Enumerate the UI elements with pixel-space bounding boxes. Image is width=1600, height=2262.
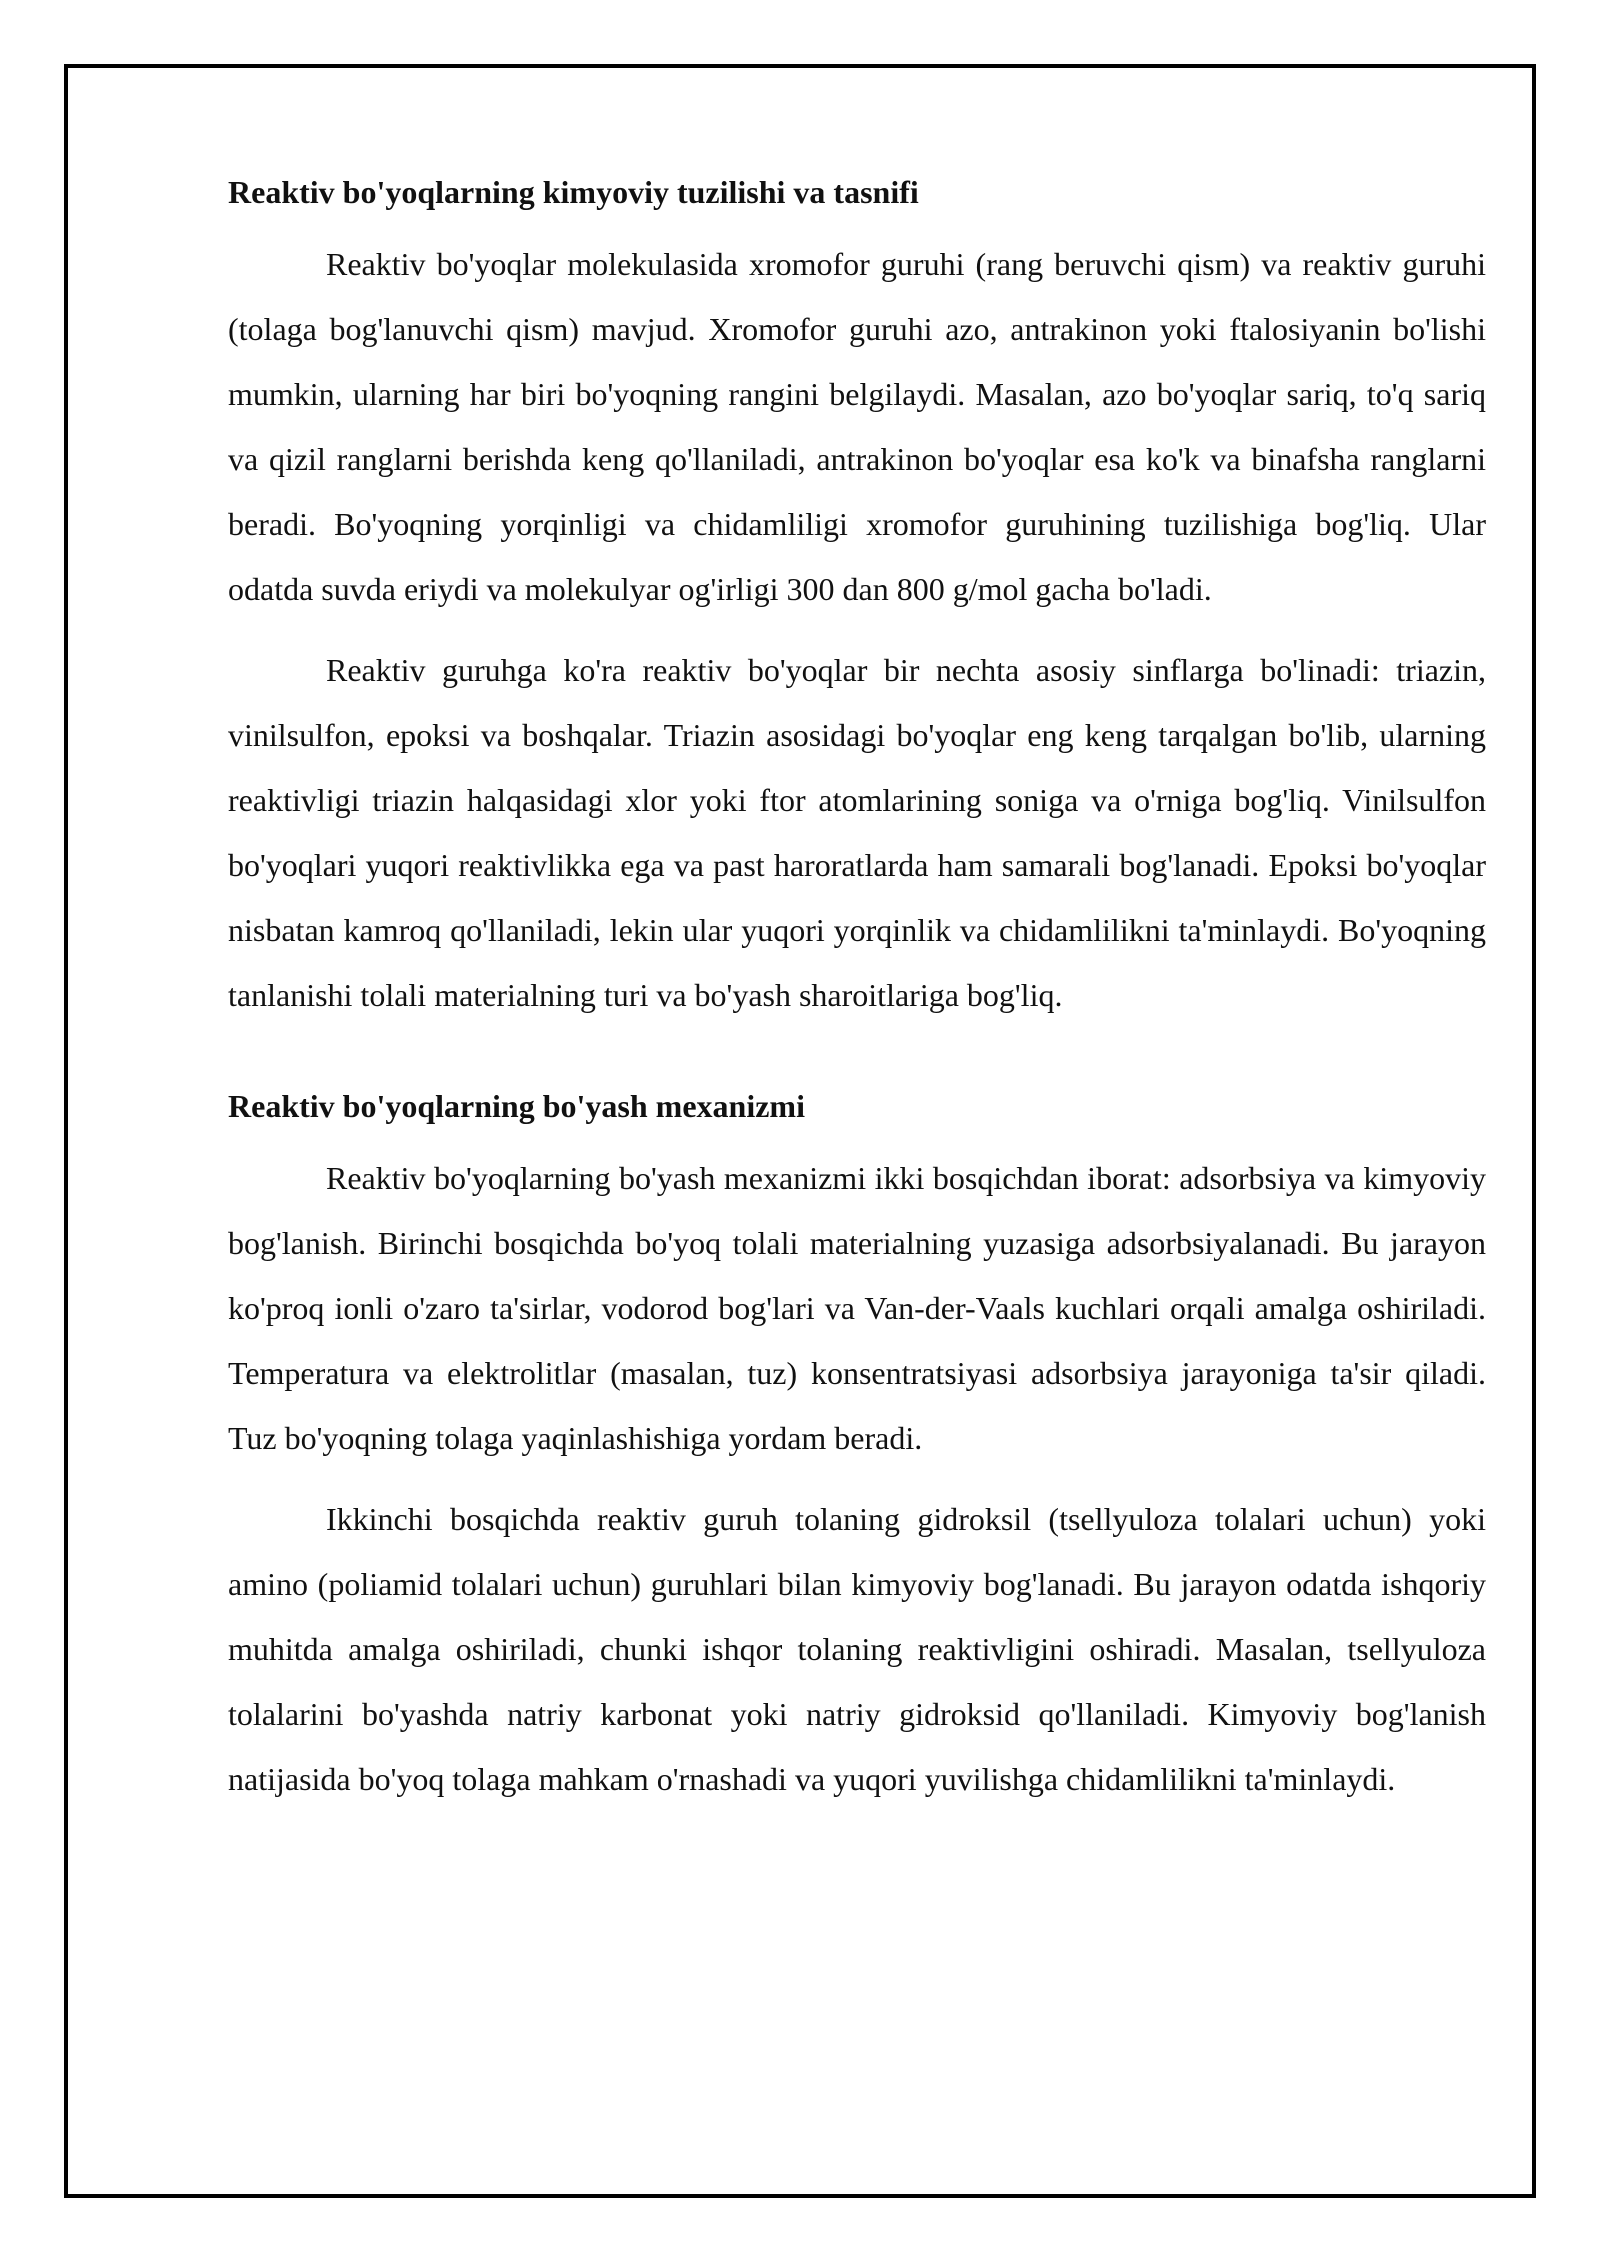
section-heading: Reaktiv bo'yoqlarning bo'yash mexanizmi	[228, 1088, 805, 1124]
body-paragraph: Reaktiv bo'yoqlar molekulasida xromofor guruhi (rang beruvchi qism) va reaktiv guruhi (tolaga bog'lanuvchi qism) mavjud. Xromofor guruhi azo, antrakinon yoki ftalosiyanin bo'lishi mumkin, ularning har biri bo'yoqning rangini belgilaydi. Masalan, azo bo'yoqlar sariq, to'q sariq va qizil ranglarni berishda keng qo'llaniladi, antrakinon bo'yoqlar esa ko'k va binafsha ranglarni beradi. Bo'yoqning yorqinligi va chidamliligi xromofor guruhining tuzilishiga bog'liq. Ular odatda suvda eriydi va molekulyar og'irligi 300 dan 800 g/mol gacha bo'ladi.	[228, 246, 1486, 607]
document-body	[228, 170, 1486, 1828]
body-paragraph: Ikkinchi bosqichda reaktiv guruh tolaning gidroksil (tsellyuloza tolalari uchun) yoki amino (poliamid tolalari uchun) guruhlari bilan kimyoviy bog'lanadi. Bu jarayon odatda ishqoriy muhitda amalga oshiriladi, chunki ishqor tolaning reaktivligini oshiradi. Masalan, tsellyuloza tolalarini bo'yashda natriy karbonat yoki natriy gidroksid qo'llaniladi. Kimyoviy bog'lanish natijasida bo'yoq tolaga mahkam o'rnashadi va yuqori yuvilishga chidamlilikni ta'minlaydi.	[228, 1501, 1486, 1797]
body-paragraph: Reaktiv bo'yoqlarning bo'yash mexanizmi ikki bosqichdan iborat: adsorbsiya va kimyoviy bog'lanish. Birinchi bosqichda bo'yoq tolali materialning yuzasiga adsorbsiyalanadi. Bu jarayon ko'proq ionli o'zaro ta'sirlar, vodorod bog'lari va Van-der-Vaals kuchlari orqali amalga oshiriladi. Temperatura va elektrolitlar (masalan, tuz) konsentratsiyasi adsorbsiya jarayoniga ta'sir qiladi. Tuz bo'yoqning tolaga yaqinlashishiga yordam beradi.	[228, 1160, 1486, 1456]
body-paragraph: Reaktiv guruhga ko'ra reaktiv bo'yoqlar bir nechta asosiy sinflarga bo'linadi: triazin, vinilsulfon, epoksi va boshqalar. Triazin asosidagi bo'yoqlar eng keng tarqalgan bo'lib, ularning reaktivligi triazin halqasidagi xlor yoki ftor atomlarining soniga va o'rniga bog'liq. Vinilsulfon bo'yoqlari yuqori reaktivlikka ega va past haroratlarda ham samarali bog'lanadi. Epoksi bo'yoqlar nisbatan kamroq qo'llaniladi, lekin ular yuqori yorqinlik va chidamlilikni ta'minlaydi. Bo'yoqning tanlanishi tolali materialning turi va bo'yash sharoitlariga bog'liq.	[228, 652, 1486, 1013]
section-heading: Reaktiv bo'yoqlarning kimyoviy tuzilishi va tasnifi	[228, 174, 919, 210]
